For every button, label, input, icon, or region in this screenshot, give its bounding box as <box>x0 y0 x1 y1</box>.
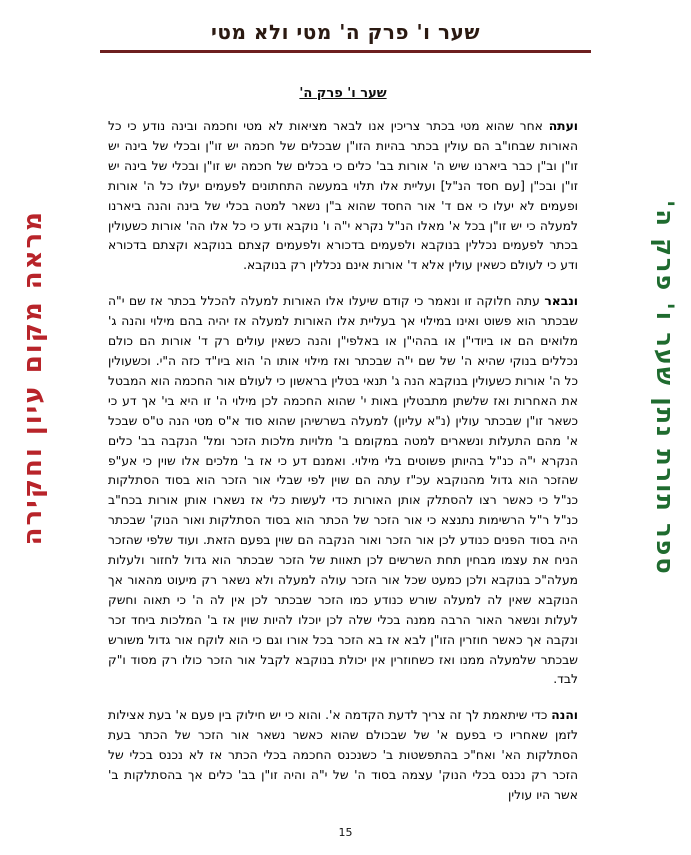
page-number: 15 <box>338 826 353 839</box>
paragraph-text: אחר שהוא מטי בכתר צריכין אנו לבאר מציאות לא מטי וחכמה ובינה נודע כי כל האורות שבחו"ב הם עולין בכתר בהיות הזו"ן שבכלים של חכמה יש זו"ן ובכלי של בינה יש זו"ן וב"ן כבר ביארנו שיש ה' אורות בב' כלים כי בכלים של חכמה יש זו"ן ובכלי של בינה יש זו"ן ובכ"ן [עם חסד הנ"ל] ועליית אלו תלוי במעשה התחתונים לפעמים יעלו כל ה' אורות ופעמים לא יעלו כי אם ד' אור החסד שהוא ב"ן נשאר למטה בכלי של בינה והנה ביארנו למעלה כי יש זו"ן בכל א' מאלו הנ"ל נקרא י"ה ו' נוקבא ודע כי כל אלו הה' אורות כשעולין בכתר לפעמים נכללין בנוקבא ולפעמים בדכורא ולפעמים קצתם בנוקבא וקצתם בדכורא ודע כי לעולם כשאין עולין אלא ד' אורות אינם נכללין רק בנוקבא. <box>108 119 578 273</box>
paragraph-text: עתה חלוקה זו ונאמר כי קודם שיעלו אלו האורות למעלה להכלל בכתר אז שם י"ה שבכתר הוא פשוט ואינו במילוי אך בעליית אלו האורות למעלה אז יהיה בהם מילוי והנה ג' מלואים הם או ביודי"ן או בההי"ן או באלפי"ן והנה כשאין עולים רק ד' אורות הם כולם נכללים בנוקי שהיא ה' של שם י"ה שבכתר ואז מילוי אותו ה' הוא ביו"ד כזה ה"י. וכשעולין כל ה' אורות כשעולין בנוקבא הנה ג' תנאי בטלין בראשון כי לעולם אור החכמה הוא המבטל את האחרות ואז שלשתן מתבטלין באות י' שהוא החכמה לכן מילוי ה' זו היא בי' אך דע כי כשאר זו"ן שבכתר עולין (נ"א עליון) למעלה בשרשיהן שהוא סוד א"ס מטי הנה ט"ס שבכל א' מהם התעלות ונשארים למטה במקומם ב' מלויות מלכות הזכר ומל' הנקבה בב' כלים הנקרא י"ה כנ"ל בהיותן פשוטים בלי מילוי. ואמנם דע כי אז ב' מלכים אלו שוין כי אע"פ שהזכר הוא גדול מהנוקבא עכ"ז עתה הם שוין לפי שבלי אור הזכר הוא בסוד הסתלקות כנ"ל כי כאשר רצו להסתלק אותן האורות כדי לעשות כלי אז נשארו אותן אורות בכח"ב כנ"ל ר"ל הרשימות נתנצא כי אור הזכר של הכתר הוא בסוד הסתלקות ואור הנוק' שבכתר היה בסוד הפנים כנודע לכן אור הזכר ואור הנקבה הם שוין בפעם הזאת. ועוד שלפי שהזכר הניח את עצמו מבחין תחת השרשים לכן תאוות של הזכר שבכתר הוא גדול לחזור ולעלות מעלה"כ בנוקבא ולכן כמעט שכל אור הזכר עולה למעלה ולא נשאר רק מיעוט מהאור אך הנוקבא שאין לה למעלה שורש כנודע כמו הזכר שבכתר לכן אין לה ה' כי תאוה וחשק לעלות ונשאר האור הרבה ממנה בכלי שלה לכן יוכלו להיות שוין אז ב' המלכות ביחד זכר ונקבה אך כאשר חוזרין הזו"ן לבא אז בא הזכר בכל אורו וגם כי הוא לוקח אור גדול משורש שבכתר שלמעלה ממנו ואז כשחוזרין אין יכולת בנוקבא לקבל אור הזכר כולו רק מסוד ו"ק לבד. <box>108 294 578 687</box>
side-heading-left: מראה מקום עיון וחקירה <box>18 210 48 546</box>
paragraph-lead: ועתה <box>548 119 578 133</box>
paragraph <box>108 117 578 276</box>
paragraph-lead: ונבאר <box>544 294 578 309</box>
section-title: שער ו' פרק ה' <box>299 86 387 101</box>
page-header <box>0 0 691 56</box>
paragraph <box>108 292 578 690</box>
paragraph <box>108 706 578 806</box>
paragraph-text: כדי שיתאמת לך זה צריך לדעת הקדמה א'. והוא כי יש חילוק בין פעם א' בעת אצילות לזמן שאחריו כי בפעם א' של שבכולם שהוא כאשר נשאר אור הזכר של הכתר בעת הסתלקות הא' ואח"כ בהתפשטות ב' כשנכנס החכמה בכלי הכתר אז לא נכנס בכלי של הזכר רק נכנס בכלי הנוק' עצמה בסוד ה' של י"ה והיה זו"ן בב' כלים אך בהסתלקות ב' אשר היו עולין <box>108 708 578 802</box>
paragraph-lead: והנה <box>551 708 578 723</box>
document-body <box>108 72 578 822</box>
header-divider <box>100 50 591 53</box>
side-heading-right: ספר תורת נתן שער ו' פרק ה' <box>651 200 679 576</box>
page-title: שער ו' פרק ה' מטי ולא מטי <box>211 20 480 44</box>
